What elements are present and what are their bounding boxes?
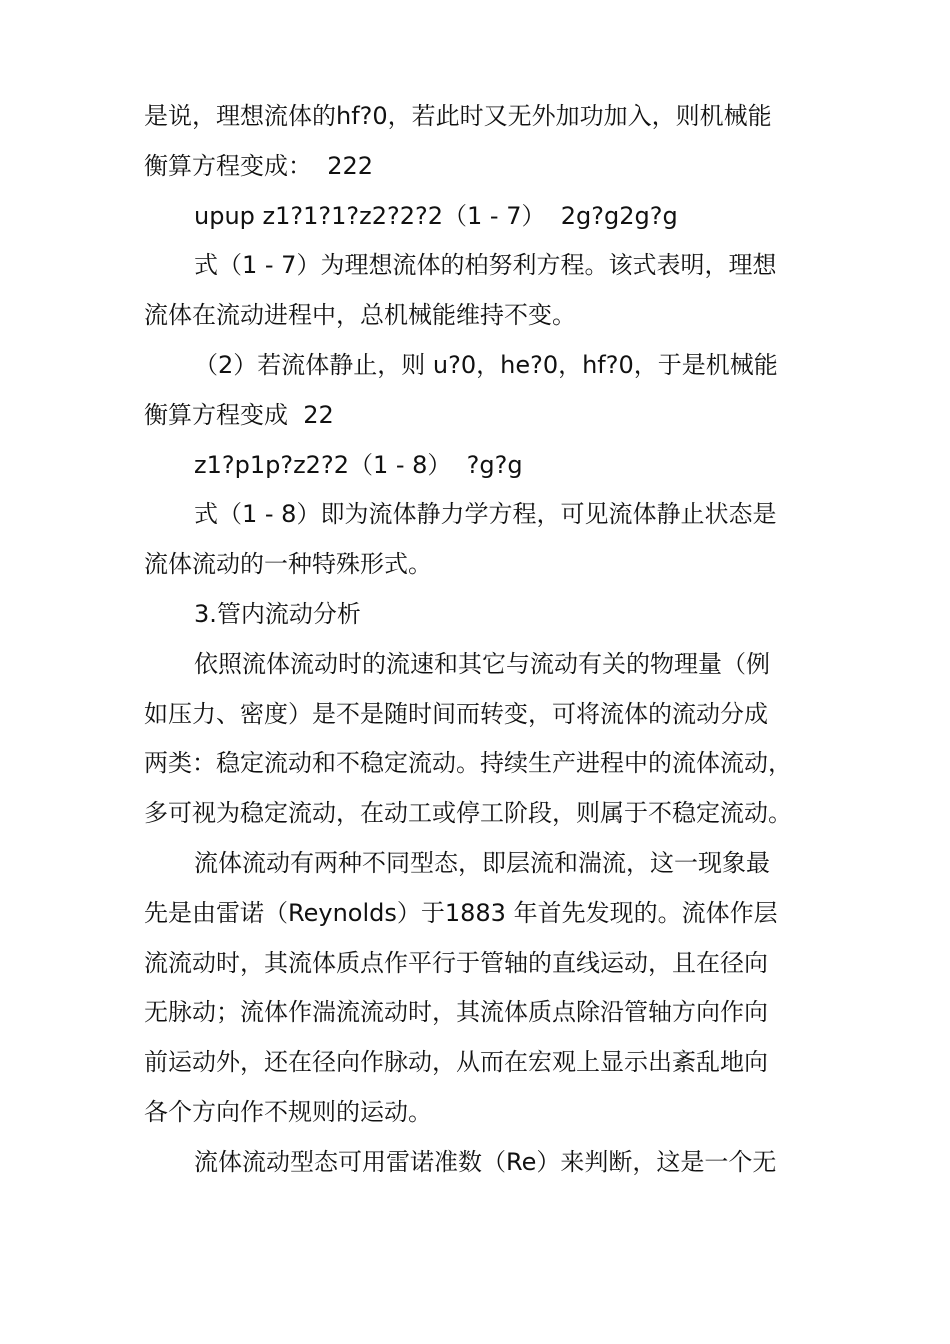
text-line: 两类：稳定流动和不稳定流动。持续生产进程中的流体流动， — [144, 749, 792, 778]
text-line: 流流动时，其流体质点作平行于管轴的直线运动，且在径向 — [144, 948, 768, 977]
text-line: 式（1 - 7）为理想流体的柏努利方程。该式表明，理想 — [194, 251, 777, 280]
text-line: 是说，理想流体的hf?0，若此时又无外加功加入，则机械能 — [144, 102, 772, 130]
text-line: 无脉动；流体作湍流流动时，其流体质点除沿管轴方向作向 — [144, 998, 768, 1027]
text-line: 流体流动有两种不同型态，即层流和湍流，这一现象最 — [194, 848, 770, 877]
text-line: 式（1 - 8）即为流体静力学方程，可见流体静止状态是 — [194, 500, 777, 529]
equation-line: z1?p1p?z2?2（1 - 8） ?g?g — [194, 450, 523, 479]
text-line: 如压力、密度）是不是随时间而转变，可将流体的流动分成 — [144, 699, 768, 728]
text-line: 各个方向作不规则的运动。 — [144, 1097, 432, 1126]
section-heading: 3.管内流动分析 — [194, 599, 361, 628]
text-line: 衡算方程变成 22 — [144, 400, 334, 429]
text-line: 流体流动的一种特殊形式。 — [144, 550, 432, 579]
text-line: 先是由雷诺（Reynolds）于1883 年首先发现的。流体作层 — [144, 898, 778, 927]
text-line: （2）若流体静止，则 u?0，he?0，hf?0，于是机械能 — [194, 350, 778, 379]
text-line: 流体在流动进程中，总机械能维持不变。 — [144, 301, 576, 330]
text-line: 依照流体流动时的流速和其它与流动有关的物理量（例 — [194, 649, 770, 678]
text-line: 前运动外，还在径向作脉动，从而在宏观上显示出紊乱地向 — [144, 1048, 768, 1077]
text-line: 多可视为稳定流动，在动工或停工阶段，则属于不稳定流动。 — [144, 799, 792, 828]
equation-line: upup z1?1?1?z2?2?2（1 - 7） 2g?g2g?g — [194, 201, 678, 230]
body-text — [144, 92, 812, 1188]
text-line: 衡算方程变成： 222 — [144, 151, 374, 180]
text-line: 流体流动型态可用雷诺准数（Re）来判断，这是一个无 — [194, 1147, 777, 1176]
